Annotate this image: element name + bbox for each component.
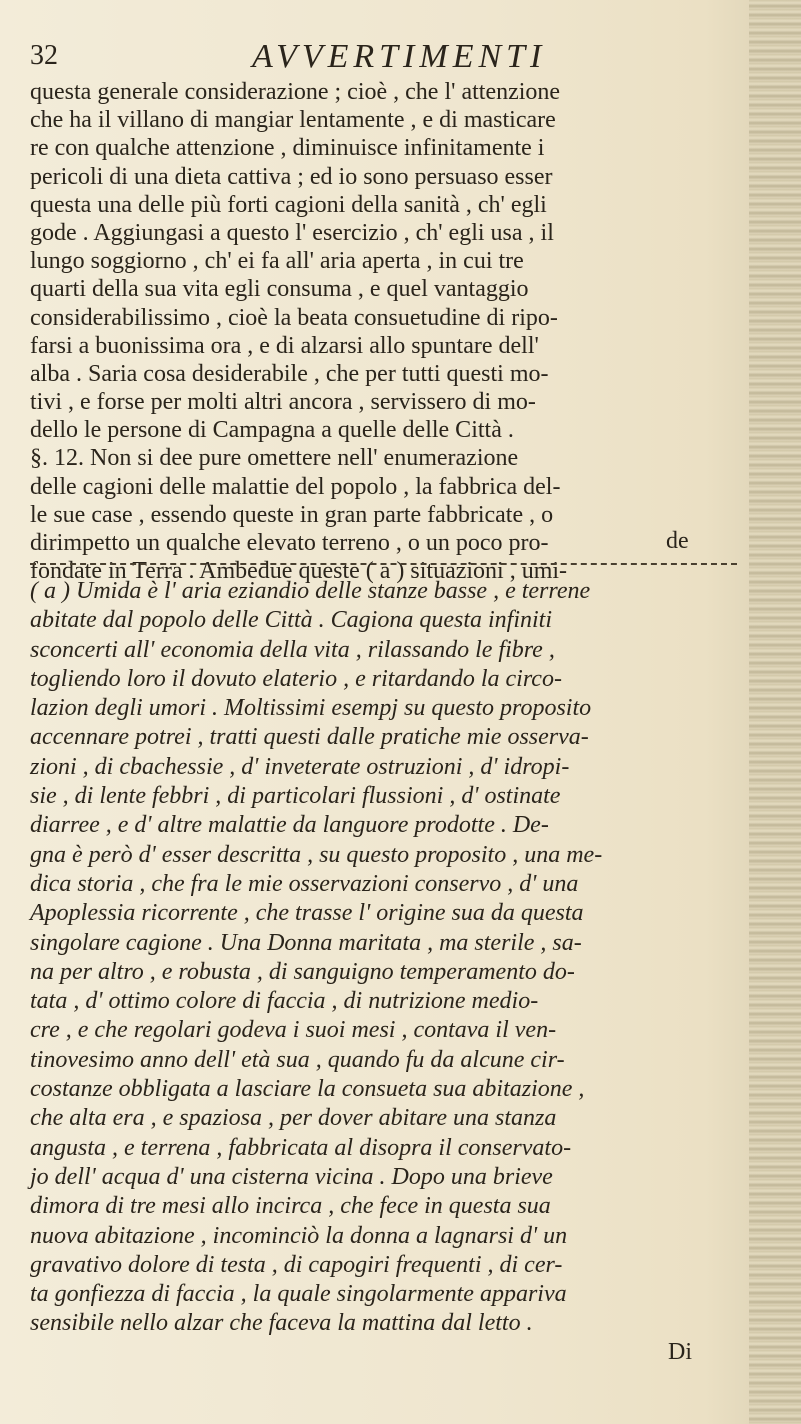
footnote-line: lazion degli umori . Moltissimi esempj su questo proposito xyxy=(30,695,592,722)
text-line: che ha il villano di mangiar lentamente , e di masticare xyxy=(30,107,556,134)
catchword: de xyxy=(666,528,689,554)
text-line: considerabilissimo , cioè la beata consuetudine di ripo- xyxy=(30,304,558,331)
text-line: alba . Saria cosa desiderabile , che per tutti questi mo- xyxy=(30,360,549,387)
footnote-line: nuova abitazione , incominciò la donna a lagnarsi d' un xyxy=(30,1222,568,1249)
text-line: questa una delle più forti cagioni della sanità , ch' egli xyxy=(30,191,547,218)
text-line: gode . Aggiungasi a questo l' esercizio , ch' egli usa , il xyxy=(30,219,554,246)
text-line: questa generale considerazione ; cioè , che l' attenzione xyxy=(30,79,561,105)
footnote-line: dica storia , che fra le mie osservazioni conservo , d' una xyxy=(30,870,579,897)
footnote-line: diarree , e d' altre malattie da languore prodotte . De- xyxy=(30,812,549,839)
footnote-line: gravativo dolore di testa , di capogiri frequenti , di cer- xyxy=(30,1251,563,1278)
footnote-line: angusta , e terrena , fabbricata al disopra il conservato- xyxy=(30,1134,572,1161)
footnote-line: sconcerti all' economia della vita , rilassando le fibre , xyxy=(30,636,555,663)
text-line: le sue case , essendo queste in gran parte fabbricate , o xyxy=(30,501,554,528)
text-line: quarti della sua vita egli consuma , e quel vantaggio xyxy=(30,276,529,303)
text-line: fondate in Terra . Ambedue queste ( a ) situazioni , umi- xyxy=(30,558,568,585)
text-line: re con qualche attenzione , diminuisce infinitamente i xyxy=(30,135,545,162)
footnote-line: accennare potrei , tratti questi dalle pratiche mie osserva- xyxy=(30,724,589,751)
footnote-line: gna è però d' esser descritta , su questo proposito , una me- xyxy=(30,841,603,868)
text-line: pericoli di una dieta cattiva ; ed io sono persuaso esser xyxy=(30,163,553,190)
text-line: dirimpetto un qualche elevato terreno , o un poco pro- xyxy=(30,530,549,556)
footnote-line: che alta era , e spaziosa , per dover abitare una stanza xyxy=(30,1105,557,1132)
footnote-line: tinovesimo anno dell' età sua , quando fu da alcune cir- xyxy=(30,1046,565,1073)
page-number: 32 xyxy=(30,40,58,71)
main-text xyxy=(30,78,740,585)
footnote-divider xyxy=(30,563,737,565)
running-title: AVVERTIMENTI xyxy=(252,38,547,75)
text-line: delle cagioni delle malattie del popolo , la fabbrica del- xyxy=(30,473,561,500)
footnote-line: abitate dal popolo delle Città . Cagiona questa infiniti xyxy=(30,607,552,634)
text-line: lungo soggiorno , ch' ei fa all' aria aperta , in cui tre xyxy=(30,248,524,275)
footnote-line: costanze obbligata a lasciare la consueta sua abitazione , xyxy=(30,1076,585,1103)
footnote-line: Apoplessia ricorrente , che trasse l' origine sua da questa xyxy=(30,900,584,927)
footnote-line: ta gonfiezza di faccia , la quale singolarmente appariva xyxy=(30,1281,567,1308)
footnote-line: na per altro , e robusta , di sanguigno temperamento do- xyxy=(30,958,575,985)
footnote-line: dimora di tre mesi allo incirca , che fece in questa sua xyxy=(30,1193,551,1220)
footnote xyxy=(30,577,740,1339)
text-line: §. 12. Non si dee pure omettere nell' enumerazione xyxy=(30,445,519,472)
footnote-line: jo dell' acqua d' una cisterna vicina . Dopo una brieve xyxy=(30,1163,553,1190)
page-edge xyxy=(749,0,801,1424)
text-line: dello le persone di Campagna a quelle delle Città . xyxy=(30,417,514,444)
footnote-line: cre , e che regolari godeva i suoi mesi , contava il ven- xyxy=(30,1017,557,1044)
footnote-line: singolare cagione . Una Donna maritata , ma sterile , sa- xyxy=(30,929,582,956)
page-header xyxy=(30,38,750,74)
footnote-line: zioni , di cbachessie , d' inveterate ostruzioni , d' idropi- xyxy=(30,753,570,780)
footnote-line: ( a ) Umida è l' aria eziandio delle stanze basse , e terrene xyxy=(30,578,591,604)
text-line: tivi , e forse per molti altri ancora , servissero di mo- xyxy=(30,389,536,416)
footnote-line: tata , d' ottimo colore di faccia , di nutrizione medio- xyxy=(30,988,539,1015)
footnote-line: sensibile nello alzar che faceva la mattina dal letto . xyxy=(30,1310,533,1337)
text-line: farsi a buonissima ora , e di alzarsi allo spuntare dell' xyxy=(30,332,539,359)
catchword: Di xyxy=(668,1339,692,1365)
footnote-line: sie , di lente febbri , di particolari flussioni , d' ostinate xyxy=(30,783,561,810)
footnote-line: togliendo loro il dovuto elaterio , e ritardando la circo- xyxy=(30,665,562,692)
